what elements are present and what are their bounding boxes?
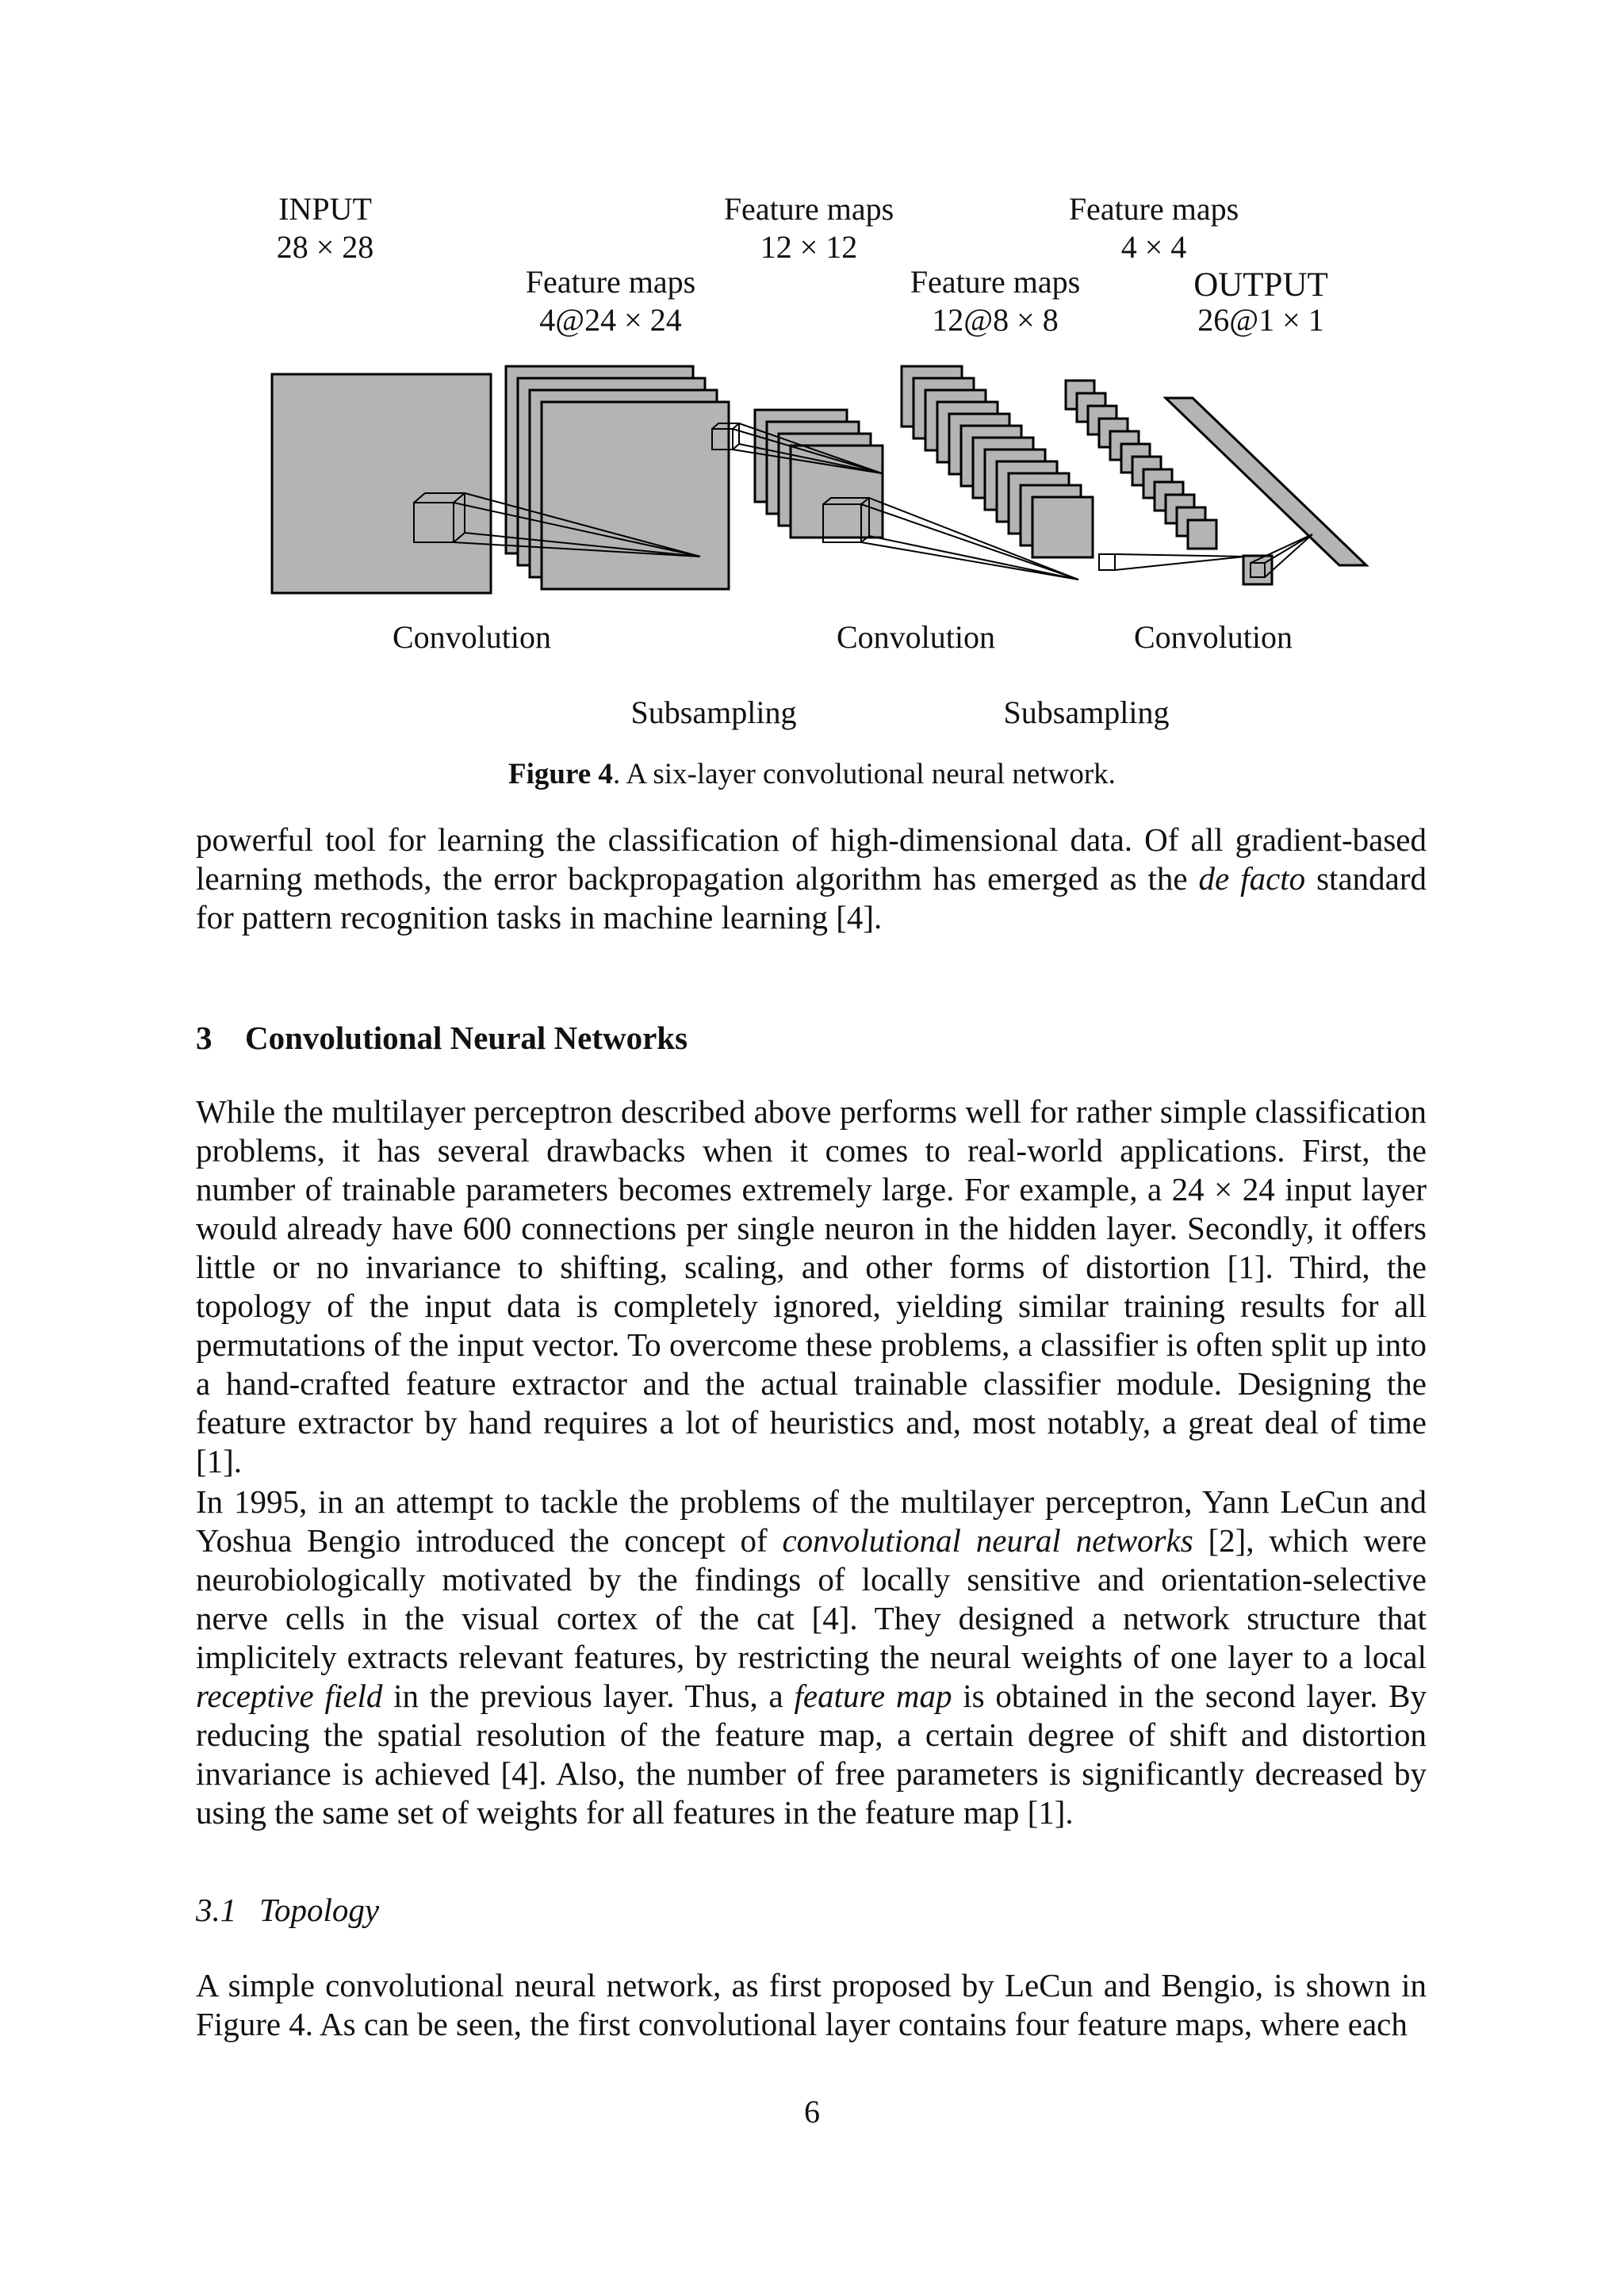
fm4-map-12: [1188, 520, 1216, 549]
paragraph-2-part-3: in the previous layer. Thus, a: [382, 1678, 795, 1714]
paragraph-2-part-2: [2], which were neurobiologically motivated by the findings of locally sensitive and orientation-selective nerve cells in the visual cortex of the cat [4]. They designed a network structure that implicitely extracts relevant features, by restricting the neural weights of one layer to a local: [196, 1522, 1427, 1675]
paragraph-2: [196, 1483, 1427, 1832]
intro-de-facto: de facto: [1198, 860, 1306, 897]
figure-caption: [0, 757, 1624, 791]
paragraph-2-part-4: is obtained in the second layer. By reducing the spatial resolution of the feature map, a certain degree of shift and distortion invariance is achieved [4]. Also, the number of free parameters is significantly decreased by using the same set of weights for all features in the feature map [1].: [196, 1678, 1427, 1831]
fm2-size-label: 12 × 12: [760, 229, 858, 265]
fm1-title-label: Feature maps: [525, 264, 696, 300]
paragraph-2-emphasis-2: receptive field: [196, 1678, 383, 1714]
figure-caption-text: . A six-layer convolutional neural network.: [612, 758, 1116, 790]
page-number: 6: [804, 2094, 820, 2130]
fm4-title-label: Feature maps: [1068, 191, 1239, 227]
output-size-label: 26@1 × 1: [1197, 302, 1324, 338]
intro-line-2a: learning methods, the error backpropagation algorithm has emerged as the: [196, 860, 1199, 897]
cnn-architecture-figure: [198, 174, 1435, 809]
fm1-size-label: 4@24 × 24: [539, 302, 682, 338]
paragraph-2-part-1: In 1995, in an attempt to tackle the problems of the multilayer perceptron, Yann LeCun and Yoshua Bengio introduced the concept of: [196, 1483, 1427, 1559]
section-title: Convolutional Neural Networks: [245, 1020, 688, 1056]
subsampling-label-2: Subsampling: [1003, 695, 1170, 730]
subsampling-label-1: Subsampling: [630, 695, 797, 730]
intro-line-2b: standard: [1305, 860, 1427, 897]
convolution-label-2: Convolution: [836, 619, 996, 655]
paragraph-3: A simple convolutional neural network, as first proposed by LeCun and Bengio, is shown in Figure 4. As can be seen, the first convolutional layer contains four feature maps, where each: [196, 1967, 1427, 2042]
convolution-label-1: Convolution: [392, 619, 552, 655]
intro-line-3: for pattern recognition tasks in machine learning [4].: [196, 899, 883, 936]
subsection-title: Topology: [259, 1892, 380, 1928]
paragraph-2-emphasis-3: feature map: [794, 1678, 952, 1714]
fm4-size-label: 4 × 4: [1120, 229, 1187, 265]
receptive-field-fm3: [1099, 554, 1115, 570]
input-layer-box: [272, 374, 491, 593]
intro-paragraph: [196, 821, 1427, 937]
intro-line-1: powerful tool for learning the classification of high-dimensional data. Of all gradient-based: [196, 821, 1427, 858]
fm3-map-12: [1032, 497, 1093, 557]
section-number: 3: [196, 1020, 213, 1056]
figure-caption-label: Figure 4: [508, 758, 613, 790]
subsection-heading: [196, 1891, 379, 1929]
fm3-title-label: Feature maps: [910, 264, 1081, 300]
fm3-size-label: 12@8 × 8: [932, 302, 1059, 338]
paragraph-1: While the multilayer perceptron described above performs well for rather simple classification problems, it has several drawbacks when it comes to real-world applications. First, the number of trainable parameters becomes extremely large. For example, a 24 × 24 input layer would already have 600 connections per single neuron in the hidden layer. Secondly, it offers little or no invariance to shifting, scaling, and other forms of distortion [1]. Third, the topology of the input data is completely ignored, yielding similar training results for all permutations of the input vector. To overcome these problems, a classifier is often split up into a hand-crafted feature extractor and the actual trainable classifier module. Designing the feature extractor by hand requires a lot of heuristics and, most notably, a great deal of time [1].: [196, 1093, 1427, 1479]
paragraph-2-emphasis-1: convolutional neural networks: [782, 1522, 1193, 1559]
convolution-label-3: Convolution: [1133, 619, 1293, 655]
fm2-title-label: Feature maps: [723, 191, 894, 227]
input-size-label: 28 × 28: [276, 229, 374, 265]
section-heading: [196, 1019, 688, 1057]
input-title-label: INPUT: [278, 191, 372, 227]
output-title-label: OUTPUT: [1193, 266, 1328, 304]
fm1-map-4: [542, 402, 729, 589]
subsection-number: 3.1: [196, 1892, 237, 1928]
